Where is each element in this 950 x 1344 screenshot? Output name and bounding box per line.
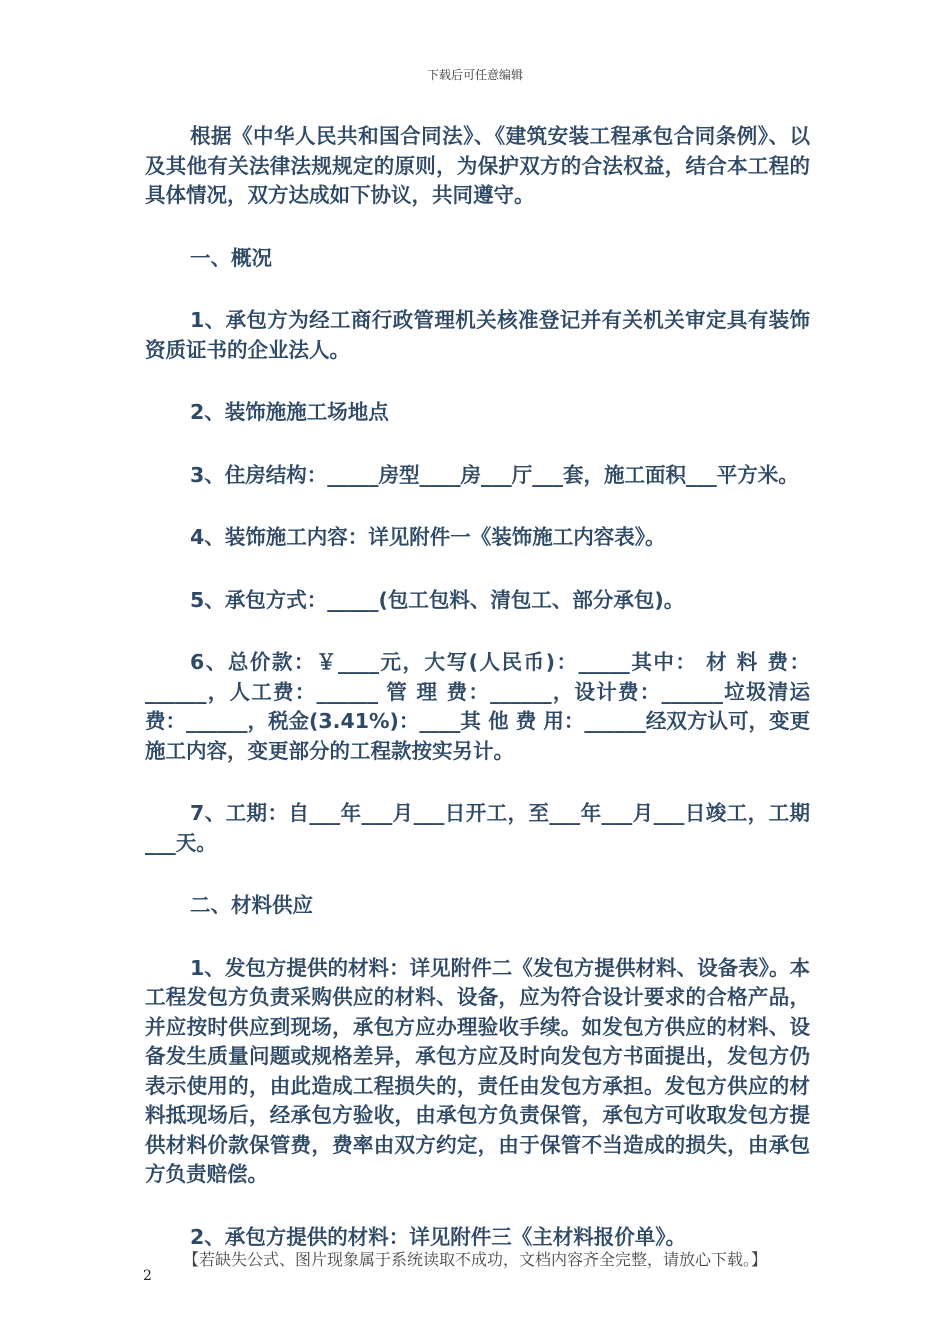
clause-4-content: 4、装饰施工内容：详见附件一《装饰施工内容表》。 [190,525,666,549]
materials-clause-2: 2、承包方提供的材料：详见附件三《主材料报价单》。 [190,1224,687,1249]
clause-2-site: 2、装饰施施工场地点 [190,400,389,424]
materials-clause-1: 1、发包方提供的材料：详见附件二《发包方提供材料、设备表》。本工程发包方负责采购供应的材料、设备，应为符合设计要求的合格产品，并应按时供应到现场，承包方应办理验收手续。如发包方供应的材料、设备发生质量问题或规格差异，承包方应及时向发包方书面提出，发包方仍表示使用的，由此造成工程损失的，责任由发包方承担。发包方供应的材料抵现场后，经承包方验收，由承包方负责保管，承包方可收取发包方提供材料价款保管费，费率由双方约定，由于保管不当造成的损失，由承包方负责赔偿。 [145,955,810,1186]
clause-7-period: 7、工期：自___年___月___日开工，至___年___月___日竣工，工期___天。 [145,801,810,855]
page-header: 下载后可任意编辑 [426,68,523,82]
clause-6-price: 6、总价款：￥____元，大写(人民币)：_____其中： 材 料 费：______，人工费：______ 管 理 费：______，设计费：______垃圾清运费：______，税金(3.41%)：____其 他 费 用：______经双方认可，变更施工内容，变更部分的工程款按实另计。 [145,650,810,763]
clause-3-structure: 3、住房结构：_____房型____房___厅___套，施工面积___平方米。 [190,462,799,487]
page-number: 2 [143,1268,152,1284]
clause-1-contractor: 1、承包方为经工商行政管理机关核准登记并有关机关审定具有装饰资质证书的企业法人。 [145,308,810,362]
clause-5-mode: 5、承包方式：_____(包工包料、清包工、部分承包)。 [190,587,685,612]
section-heading-materials: 二、材料供应 [190,893,313,917]
document-body [145,122,810,1252]
intro-paragraph: 根据《中华人民共和国合同法》、《建筑安装工程承包合同条例》、以及其他有关法律法规规定的原则，为保护双方的合法权益，结合本工程的具体情况，双方达成如下协议，共同遵守。 [145,124,810,207]
section-heading-overview: 一、概况 [190,245,272,270]
footer-note: 【若缺失公式、图片现象属于系统读取不成功，文档内容齐全完整，请放心下载。】 [182,1250,767,1269]
